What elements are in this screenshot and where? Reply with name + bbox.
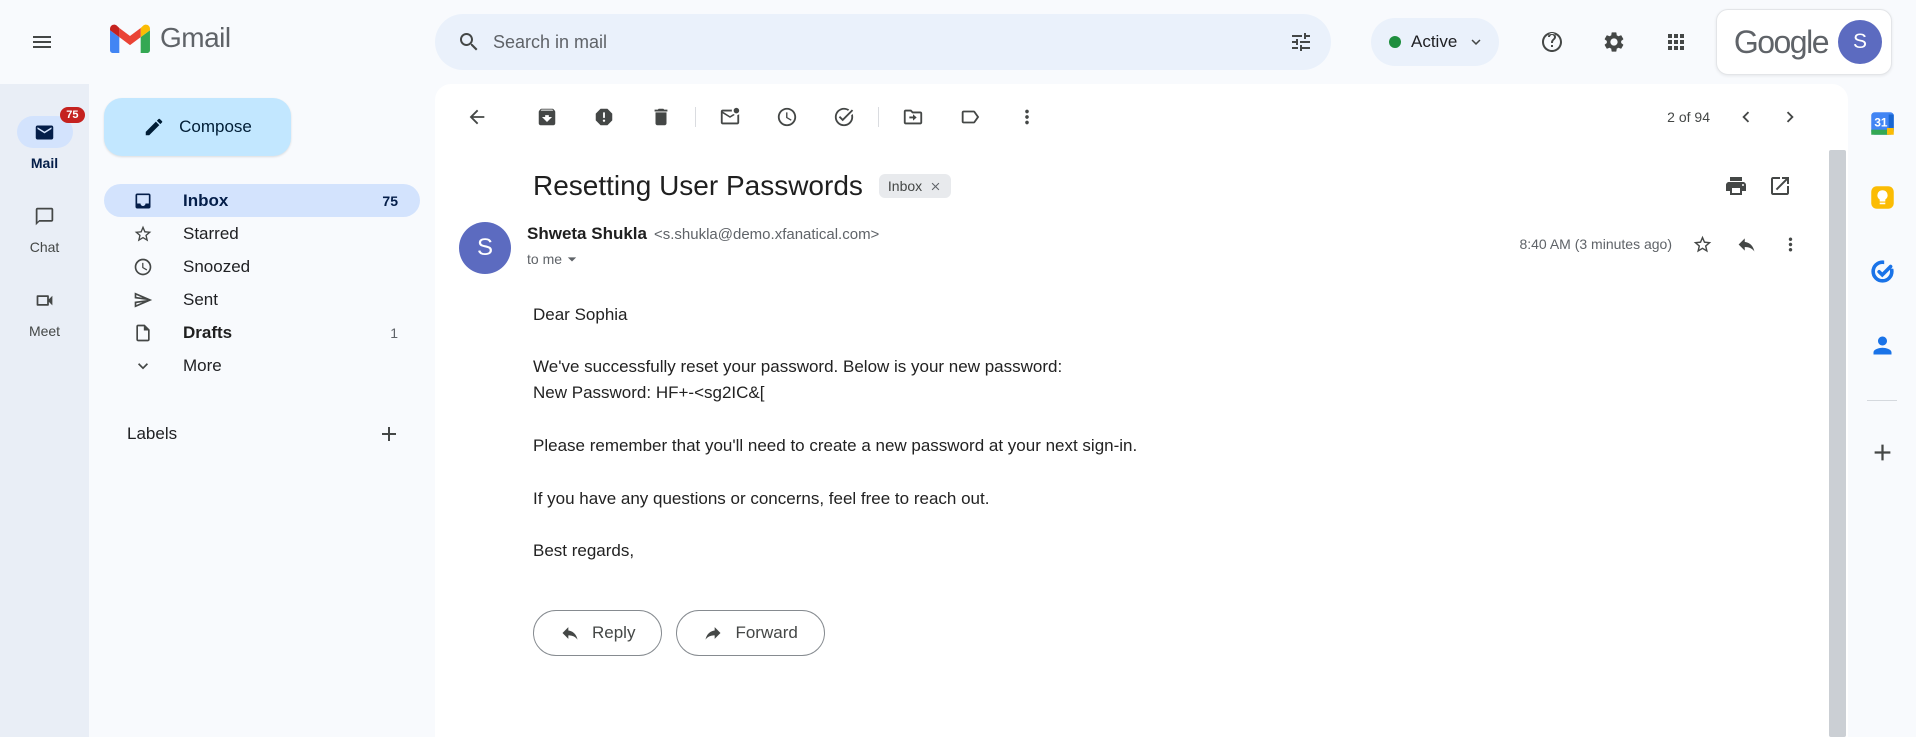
toolbar-group-organize bbox=[891, 95, 1049, 139]
pencil-icon bbox=[143, 116, 165, 138]
google-wordmark: Google bbox=[1733, 23, 1828, 60]
archive-icon bbox=[536, 106, 558, 128]
chevron-down-icon bbox=[133, 356, 153, 376]
get-addons-button[interactable] bbox=[1861, 431, 1903, 473]
status-selector[interactable] bbox=[1371, 18, 1499, 66]
chat-icon bbox=[34, 206, 55, 227]
main-menu-button[interactable] bbox=[18, 18, 66, 66]
drafts-label: Drafts bbox=[183, 322, 233, 342]
reply-label: Reply bbox=[592, 623, 636, 642]
app-rail bbox=[0, 84, 89, 737]
toolbar-group-status bbox=[708, 95, 866, 139]
chat-pill[interactable] bbox=[17, 200, 73, 232]
mark-unread-button[interactable] bbox=[708, 95, 752, 139]
move-to-button[interactable] bbox=[891, 95, 935, 139]
inbox-label: Inbox bbox=[183, 190, 229, 210]
status-label: Active bbox=[1411, 32, 1458, 51]
inbox-label-chip[interactable] bbox=[879, 174, 951, 198]
forward-button[interactable] bbox=[676, 610, 824, 656]
snoozed-label: Snoozed bbox=[183, 256, 251, 276]
mail-sidebar bbox=[89, 84, 435, 737]
forward-arrow-icon bbox=[703, 623, 723, 643]
label-tag-icon bbox=[959, 106, 981, 128]
sidebar-item-drafts[interactable] bbox=[104, 316, 420, 349]
body-new-password: New Password: HF+-<sg2IC&[ bbox=[533, 383, 765, 402]
message-more-button[interactable] bbox=[1768, 222, 1812, 266]
create-label-button[interactable] bbox=[369, 414, 409, 454]
sidebar-nav bbox=[89, 184, 435, 382]
arrow-back-icon bbox=[466, 106, 488, 128]
inbox-count: 75 bbox=[382, 192, 398, 209]
reply-forward-actions bbox=[533, 610, 1848, 656]
calendar-icon bbox=[1869, 110, 1896, 137]
printer-icon bbox=[1724, 174, 1748, 198]
recipient-label: to me bbox=[527, 251, 563, 267]
sidebar-item-starred[interactable] bbox=[104, 217, 420, 250]
rail-item-chat[interactable] bbox=[17, 200, 73, 255]
compose-label: Compose bbox=[179, 117, 252, 136]
body-reset-notice: We've successfully reset your password. Below is your new password: bbox=[533, 357, 1063, 376]
send-icon bbox=[133, 290, 153, 310]
starred-label: Starred bbox=[183, 223, 239, 243]
remove-label-icon[interactable] bbox=[929, 180, 942, 193]
pagination bbox=[1667, 95, 1812, 139]
report-spam-button[interactable] bbox=[582, 95, 626, 139]
body-questions: If you have any questions or concerns, feel free to reach out. bbox=[533, 489, 990, 508]
sidebar-item-sent[interactable] bbox=[104, 283, 420, 316]
add-task-icon bbox=[833, 106, 855, 128]
compose-button[interactable] bbox=[104, 98, 291, 156]
delete-button[interactable] bbox=[639, 95, 683, 139]
open-in-new-icon bbox=[1768, 174, 1792, 198]
snooze-clock-icon bbox=[776, 106, 798, 128]
body-signoff: Best regards, bbox=[533, 541, 635, 560]
sidebar-item-snoozed[interactable] bbox=[104, 250, 420, 283]
open-in-new-button[interactable] bbox=[1758, 164, 1802, 208]
mail-icon bbox=[34, 122, 55, 143]
sender-email: <s.shukla@demo.xfanatical.com> bbox=[653, 226, 880, 243]
reply-arrow-icon bbox=[560, 623, 580, 643]
calendar-panel-button[interactable] bbox=[1861, 102, 1903, 144]
search-button[interactable] bbox=[445, 18, 493, 66]
report-spam-icon bbox=[593, 106, 615, 128]
more-toolbar-button[interactable] bbox=[1005, 95, 1049, 139]
newer-email-button[interactable] bbox=[1724, 95, 1768, 139]
chip-label: Inbox bbox=[887, 178, 923, 194]
more-vertical-icon bbox=[1780, 234, 1801, 255]
body-greeting: Dear Sophia bbox=[533, 305, 628, 324]
keep-panel-button[interactable] bbox=[1861, 176, 1903, 218]
rail-item-mail[interactable] bbox=[17, 109, 79, 171]
toolbar-divider bbox=[878, 107, 879, 127]
sender-info bbox=[527, 222, 879, 269]
reply-button[interactable] bbox=[533, 610, 662, 656]
mail-unread-badge: 75 bbox=[60, 107, 84, 123]
older-email-button[interactable] bbox=[1768, 95, 1812, 139]
star-outline-icon bbox=[1692, 234, 1713, 255]
labels-button[interactable] bbox=[948, 95, 992, 139]
back-to-inbox-button[interactable] bbox=[455, 95, 499, 139]
recipient-details-toggle[interactable] bbox=[527, 249, 879, 269]
message-view bbox=[435, 84, 1848, 737]
more-vertical-icon bbox=[1016, 106, 1038, 128]
reply-arrow-icon bbox=[1736, 234, 1757, 255]
sender-name: Shweta Shukla bbox=[527, 224, 647, 243]
draft-file-icon bbox=[133, 323, 153, 343]
message-meta-actions bbox=[1519, 222, 1812, 266]
inbox-icon bbox=[133, 191, 153, 211]
sender-avatar[interactable]: S bbox=[459, 222, 511, 274]
snooze-button[interactable] bbox=[765, 95, 809, 139]
move-to-folder-icon bbox=[902, 106, 924, 128]
forward-label: Forward bbox=[735, 623, 798, 642]
side-panel bbox=[1848, 84, 1916, 737]
search-bar[interactable] bbox=[435, 14, 1331, 70]
rail-item-meet[interactable] bbox=[17, 284, 73, 339]
gmail-m-icon bbox=[110, 23, 150, 53]
contacts-panel-button[interactable] bbox=[1861, 324, 1903, 366]
meet-pill[interactable] bbox=[17, 284, 73, 316]
dropdown-arrow-icon bbox=[562, 249, 582, 269]
labels-heading: Labels bbox=[127, 424, 178, 443]
pagination-text: 2 of 94 bbox=[1667, 109, 1710, 125]
sidebar-item-inbox[interactable] bbox=[104, 184, 420, 217]
panel-divider bbox=[1867, 400, 1897, 401]
plus-icon bbox=[377, 422, 401, 446]
account-avatar[interactable]: S bbox=[1838, 20, 1882, 64]
rail-chat-label: Chat bbox=[29, 239, 60, 255]
gmail-logo[interactable] bbox=[110, 22, 231, 54]
help-button[interactable] bbox=[1528, 18, 1576, 66]
star-icon bbox=[133, 224, 153, 244]
contacts-person-icon bbox=[1869, 332, 1896, 359]
apps-grid-button[interactable] bbox=[1652, 18, 1700, 66]
trash-icon bbox=[650, 106, 672, 128]
help-icon bbox=[1540, 30, 1564, 54]
search-input[interactable] bbox=[493, 32, 1277, 53]
tune-icon bbox=[1289, 30, 1313, 54]
profile-chip[interactable] bbox=[1716, 9, 1892, 75]
toolbar-divider bbox=[695, 107, 696, 127]
email-subject: Resetting User Passwords bbox=[533, 170, 863, 201]
settings-button[interactable] bbox=[1590, 18, 1638, 66]
tasks-panel-button[interactable] bbox=[1861, 250, 1903, 292]
chevron-right-icon bbox=[1779, 106, 1801, 128]
subject-row bbox=[435, 150, 1848, 208]
message-timestamp: 8:40 AM (3 minutes ago) bbox=[1519, 236, 1672, 252]
search-options-button[interactable] bbox=[1277, 18, 1325, 66]
drafts-count: 1 bbox=[390, 324, 398, 341]
archive-button[interactable] bbox=[525, 95, 569, 139]
sent-label: Sent bbox=[183, 289, 218, 309]
labels-section-header bbox=[89, 414, 435, 454]
chevron-down-icon bbox=[1467, 33, 1485, 51]
sender-row bbox=[435, 222, 1848, 274]
rail-mail-label: Mail bbox=[30, 155, 59, 171]
more-label: More bbox=[183, 355, 222, 375]
sidebar-item-more[interactable] bbox=[104, 349, 420, 382]
search-icon bbox=[457, 30, 481, 54]
mark-unread-icon bbox=[719, 106, 741, 128]
vertical-scrollbar[interactable] bbox=[1829, 150, 1846, 737]
clock-icon bbox=[133, 257, 153, 277]
print-button[interactable] bbox=[1714, 164, 1758, 208]
body-reminder: Please remember that you'll need to create a new password at your next sign-in. bbox=[533, 436, 1138, 455]
plus-icon bbox=[1869, 439, 1896, 466]
apps-grid-icon bbox=[1664, 30, 1688, 54]
chevron-left-icon bbox=[1735, 106, 1757, 128]
svg-text:31: 31 bbox=[1873, 114, 1887, 129]
gmail-wordmark: Gmail bbox=[160, 22, 231, 53]
rail-meet-label: Meet bbox=[28, 323, 61, 339]
keep-icon bbox=[1869, 184, 1896, 211]
hamburger-icon bbox=[30, 30, 54, 54]
email-body bbox=[435, 274, 1848, 564]
subject-actions bbox=[1714, 164, 1802, 208]
active-status-dot bbox=[1389, 36, 1401, 48]
reply-icon-button[interactable] bbox=[1724, 222, 1768, 266]
mail-pill[interactable] bbox=[17, 109, 79, 148]
top-bar bbox=[0, 0, 1916, 84]
tasks-icon bbox=[1869, 258, 1896, 285]
gear-icon bbox=[1602, 30, 1626, 54]
add-to-tasks-button[interactable] bbox=[822, 95, 866, 139]
video-camera-icon bbox=[34, 290, 55, 311]
message-toolbar bbox=[435, 84, 1848, 150]
star-message-button[interactable] bbox=[1680, 222, 1724, 266]
toolbar-group-actions bbox=[525, 95, 683, 139]
